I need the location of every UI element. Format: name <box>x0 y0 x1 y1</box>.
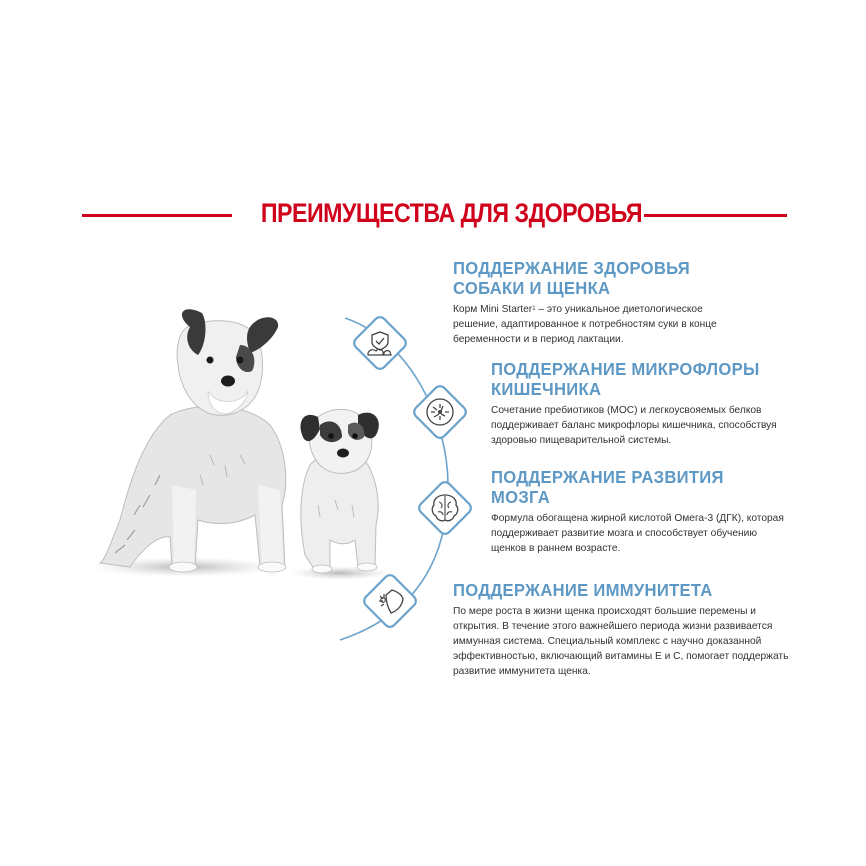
benefit-immunity <box>453 580 793 679</box>
benefit-dog-and-puppy-health <box>453 258 783 347</box>
footnote-marker: 1 <box>532 306 536 312</box>
microflora-bacteria-icon <box>412 384 468 440</box>
header-rule-left <box>82 214 232 217</box>
benefit-title: ПОДДЕРЖАНИЕ МИКРОФЛОРЫ КИШЕЧНИКА <box>491 359 760 399</box>
benefit-title: ПОДДЕРЖАНИЕ ЗДОРОВЬЯ СОБАКИ И ЩЕНКА <box>453 258 690 298</box>
benefit-title: ПОДДЕРЖАНИЕ РАЗВИТИЯ МОЗГА <box>491 467 724 507</box>
benefit-description: По мере роста в жизни щенка происходят большие перемены и открытия. В течение этого важнейшего периода жизни развивается иммунная система. Специальный комплекс с научно доказанной эффективностью, включающий витамины Е и С, помогает поддержать развитие иммунитета щенка. <box>453 606 789 677</box>
benefit-text-part: – это уникальное диетологическое решение, адаптированное к потребностям суки в конце беременности и в период лактации. <box>453 304 717 345</box>
brain-icon <box>417 480 473 536</box>
immunity-shield-icon <box>362 573 418 629</box>
page-title: ПРЕИМУЩЕСТВА ДЛЯ ЗДОРОВЬЯ <box>260 198 643 228</box>
benefit-description: Формула обогащена жирной кислотой Омега-3 (ДГК), которая поддерживает развитие мозга и способствует обучению щенков в раннем возрасте. <box>491 513 784 554</box>
benefit-gut-microflora <box>491 359 791 448</box>
benefit-description <box>453 302 783 347</box>
benefit-text-part: Корм Mini Starter <box>453 304 533 315</box>
adult-dog <box>100 309 286 572</box>
benefit-title: ПОДДЕРЖАНИЕ ИММУНИТЕТА <box>453 580 713 600</box>
header-rule-right <box>644 214 787 217</box>
benefit-description: Сочетание пребиотиков (МОС) и легкоусвояемых белков поддерживает баланс микрофлоры кишечника, способствуя здоровью пищеварительной системы. <box>491 405 777 446</box>
benefit-brain-development <box>491 467 801 556</box>
mother-and-puppy-icon <box>352 315 408 371</box>
